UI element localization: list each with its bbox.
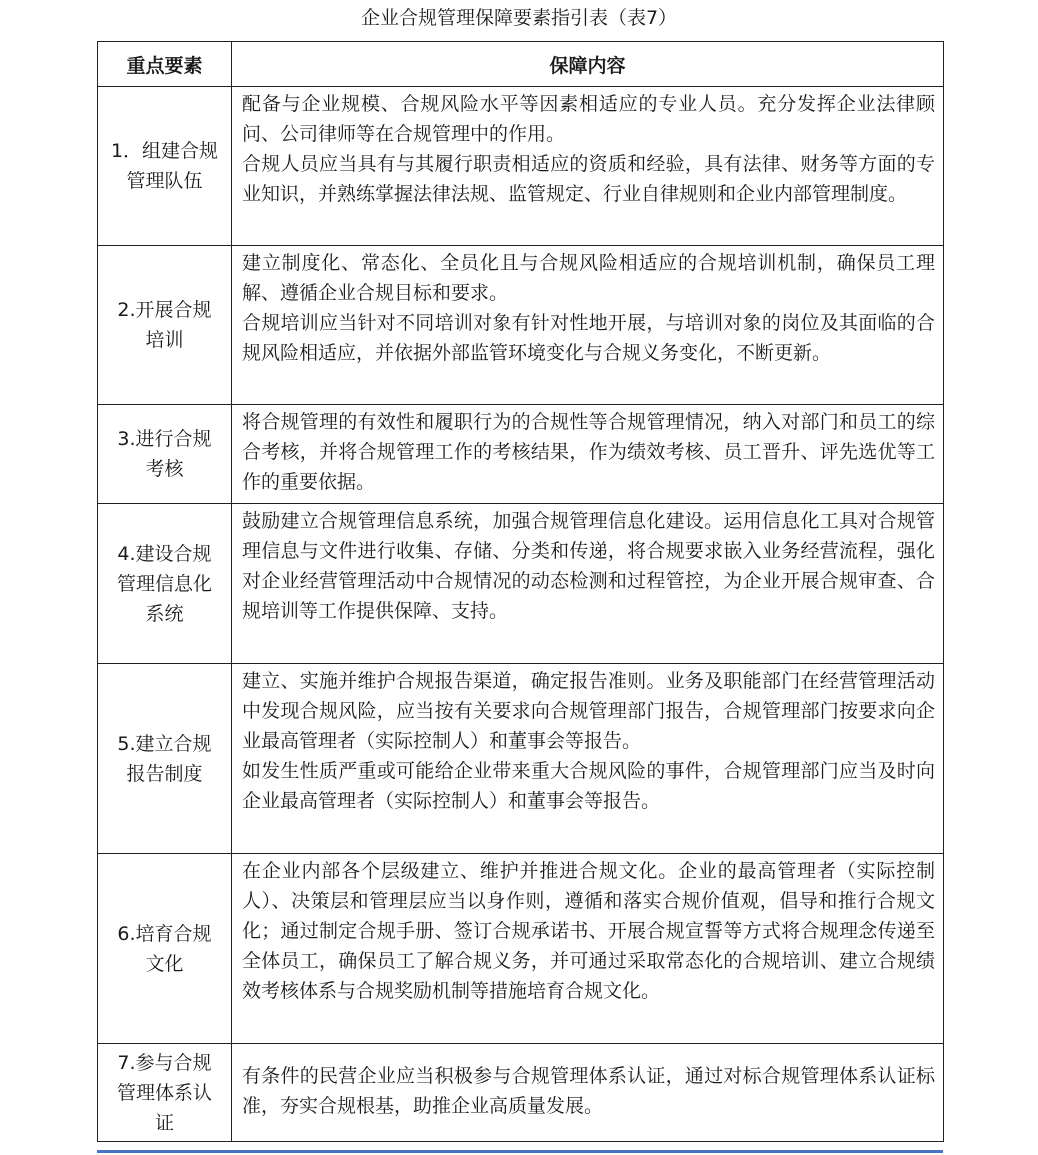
table-row [98,504,944,664]
table-row [98,1044,944,1142]
row-element-label: 4.建设合规管理信息化系统 [116,542,212,625]
row-element-cell [98,1044,232,1142]
header-guarantee-content: 保障内容 [232,42,944,87]
content-paragraph: 建立制度化、常态化、全员化且与合规风险相适应的合规培训机制，确保员工理解、遵循企业合规目标和要求。 [242,252,935,304]
content-paragraph: 如发生性质严重或可能给企业带来重大合规风险的事件，合规管理部门应当及时向企业最高管理者（实际控制人）和董事会等报告。 [242,760,935,812]
row-element-cell [98,504,232,664]
page-title: 企业合规管理保障要素指引表（表7） [360,7,678,29]
content-paragraph: 建立、实施并维护合规报告渠道，确定报告准则。业务及职能部门在经营管理活动中发现合规风险，应当按有关要求向合规管理部门报告，合规管理部门按要求向企业最高管理者（实际控制人）和董事会等报告。 [242,670,935,752]
row-element-cell [98,405,232,504]
row-element-label: 3.进行合规考核 [117,428,212,480]
header-key-element: 重点要素 [98,42,232,87]
content-paragraph: 合规培训应当针对不同培训对象有针对性地开展，与培训对象的岗位及其面临的合规风险相适应，并依据外部监管环境变化与合规义务变化，不断更新。 [242,312,935,364]
table-row [98,87,944,246]
content-paragraph: 鼓励建立合规管理信息系统，加强合规管理信息化建设。运用信息化工具对合规管理信息与文件进行收集、存储、分类和传递，将合规要求嵌入业务经营流程，强化对企业经营管理活动中合规情况的动态检测和过程管控，为企业开展合规审查、合规培训等工作提供保障、支持。 [242,510,935,622]
row-element-label: 7.参与合规管理体系认证 [116,1051,212,1134]
row-element-cell [98,246,232,405]
table-header-row [98,42,944,87]
row-content-cell [232,504,944,664]
row-element-label: 2.开展合规培训 [117,299,212,351]
table-row [98,664,944,854]
table-row [98,854,944,1044]
row-content-cell [232,246,944,405]
row-content-cell [232,405,944,504]
row-content-cell [232,87,944,246]
row-element-label: 1．组建合规管理队伍 [110,140,219,192]
content-paragraph: 有条件的民营企业应当积极参与合规管理体系认证，通过对标合规管理体系认证标准，夯实合规根基，助推企业高质量发展。 [242,1064,935,1117]
table-row [98,405,944,504]
row-element-cell [98,87,232,246]
content-paragraph: 在企业内部各个层级建立、维护并推进合规文化。企业的最高管理者（实际控制人）、决策层和管理层应当以身作则，遵循和落实合规价值观，倡导和推行合规文化；通过制定合规手册、签订合规承诺书、开展合规宣誓等方式将合规理念传递至全体员工，确保员工了解合规义务，并可通过采取常态化的合规培训、建立合规绩效考核体系与合规奖励机制等措施培育合规文化。 [242,860,935,1002]
bottom-accent-rule [97,1150,943,1153]
row-element-cell [98,854,232,1044]
row-element-label: 6.培育合规文化 [117,922,212,975]
row-content-cell [232,664,944,854]
row-element-cell [98,664,232,854]
guidance-table [97,41,944,1142]
row-element-label: 5.建立合规报告制度 [117,732,212,785]
content-paragraph: 将合规管理的有效性和履职行为的合规性等合规管理情况，纳入对部门和员工的综合考核，并将合规管理工作的考核结果，作为绩效考核、员工晋升、评先选优等工作的重要依据。 [242,411,935,493]
content-paragraph: 配备与企业规模、合规风险水平等因素相适应的专业人员。充分发挥企业法律顾问、公司律师等在合规管理中的作用。 [242,93,935,145]
table-row [98,246,944,405]
row-content-cell [232,854,944,1044]
row-content-cell [232,1044,944,1142]
content-paragraph: 合规人员应当具有与其履行职责相适应的资质和经验，具有法律、财务等方面的专业知识，并熟练掌握法律法规、监管规定、行业自律规则和企业内部管理制度。 [242,153,935,205]
